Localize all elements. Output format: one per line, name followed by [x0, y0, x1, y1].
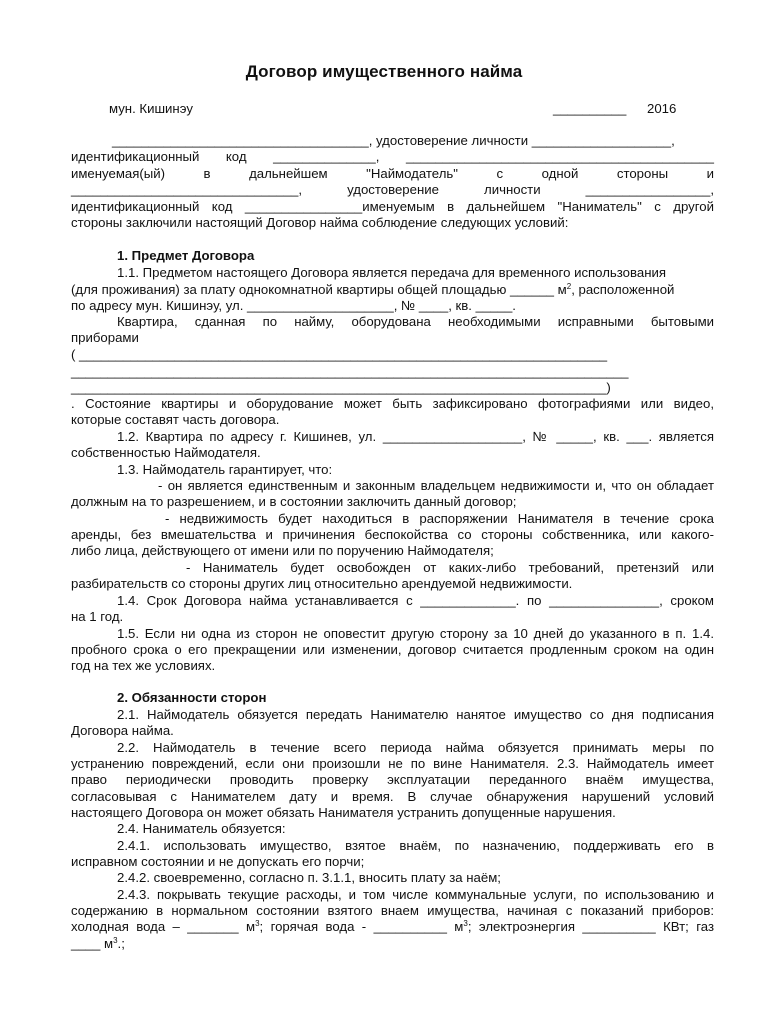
s1-line-16: - недвижимость будет находиться в распоряжении Нанимателя в течение срока [165, 511, 714, 526]
s2-line-12: 2.4.3. покрывать текущие расходы, и том числе коммунальные услуги, по использованию и [117, 887, 714, 902]
s1-line-3: по адресу мун. Кишинэу, ул. ____________________, № ____, кв. _____. [71, 298, 516, 313]
s2-line-2: Договора найма. [71, 723, 174, 738]
s1-line-23: 1.5. Если ни одна из сторон не оповестит другую сторону за 10 дней до указанного в п. 1.4. [117, 626, 714, 641]
s2-line-11: 2.4.2. своевременно, согласно п. 3.1.1, вносить плату за наём; [117, 870, 501, 885]
date-blank: __________ [553, 101, 627, 116]
s1-line-9: . Состояние квартиры и оборудование может быть зафиксировано фотографиями или видео, [71, 396, 714, 411]
s2-line-9: 2.4.1. использовать имущество, взятое внаём, по назначению, поддерживать его в [117, 838, 714, 853]
s1-line-22: на 1 год. [71, 609, 124, 624]
party-line-2: идентификационный код ______________, __________________________________________ [71, 149, 714, 164]
s1-line-13: 1.3. Наймодатель гарантирует, что: [117, 462, 333, 477]
party-line-6: стороны заключили настоящий Договор найма соблюдение следующих условий: [71, 215, 569, 230]
s1-line-1: 1.1. Предметом настоящего Договора является передача для временного использования [117, 265, 666, 280]
section-1-heading: 1. Предмет Договора [117, 248, 255, 263]
s1-line-18: либо лица, действующего от имени или по поручению Наймодателя; [71, 543, 494, 558]
s1-line-25: год на тех же условиях. [71, 658, 216, 673]
s1-line-19: - Наниматель будет освобожден от каких-либо требований, претензий или [186, 560, 714, 575]
s1-line-7: ____________________________________________________________________________ [71, 364, 629, 379]
party-line-3: именуемая(ый) в дальнейшем "Наймодатель" с одной стороны и [71, 166, 714, 181]
s1-line-17: аренды, без вмешательства и причинения беспокойства со стороны собственника, или какого- [71, 527, 714, 542]
s1-line-14: - он является единственным и законным владельцем недвижимости и, что он обладает [158, 478, 714, 493]
s1-line-21: 1.4. Срок Договора найма устанавливается с _____________. по _______________, сроком [117, 593, 714, 608]
s1-line-2: (для проживания) за плату однокомнатной квартиры общей площадью ______ $м^2$, расположенной [71, 282, 675, 297]
document-title: Договор имущественного найма [245, 62, 523, 81]
s1-line-20: разбирательств со стороны других лиц относительно арендуемой недвижимости. [71, 576, 573, 591]
s2-line-14: холодная вода – _______ $м^3$; горячая вода - __________ $м^3$; электроэнергия __________ КВт; газ [71, 919, 714, 934]
year: 2016 [647, 101, 677, 116]
s2-line-1: 2.1. Наймодатель обязуется передать Нанимателю нанятое имущество со дня подписания [117, 707, 714, 722]
s1-line-4: Квартира, сданная по найму, оборудована необходимыми исправными бытовыми [117, 314, 714, 329]
s1-line-10: которые составят часть договора. [71, 412, 280, 427]
party-line-5: идентификационный код ________________именуемым в дальнейшем "Наниматель" с другой [71, 199, 714, 214]
section-2-heading: 2. Обязанности сторон [117, 690, 267, 705]
s2-line-5: право периодически проводить проверку эксплуатации переданного внаём имущества, [71, 772, 714, 787]
s2-line-8: 2.4. Наниматель обязуется: [117, 821, 286, 836]
s2-line-15: ____ $м^3$.; [71, 936, 125, 951]
s1-line-12: собственностью Наймодателя. [71, 445, 261, 460]
s2-line-3: 2.2. Наймодатель в течение всего периода найма обязуется принимать меры по [117, 740, 714, 755]
party-line-1: ___________________________________, удостоверение личности ___________________, [112, 133, 675, 148]
s2-line-7: настоящего Договора он может обязать Нанимателя устранить допущенные нарушения. [71, 805, 616, 820]
s1-line-5: приборами [71, 330, 139, 345]
s1-line-24: пробного срока о его прекращении или изменении, договор считается продленным сроком на один [71, 642, 714, 657]
s1-line-6: ( ________________________________________________________________________ [71, 347, 608, 362]
s2-line-13: содержанию в нормальном состоянии взятого внаем имущества, начиная с показаний приборов: [71, 903, 714, 918]
city: мун. Кишинэу [109, 101, 194, 116]
s2-line-10: исправном состоянии и не допускать его порчи; [71, 854, 365, 869]
s2-line-6: согласовывая с Нанимателем дату и время. В случае обнаружения нарушений условий [71, 789, 714, 804]
s2-line-4: устранению повреждений, если они произошли не по вине Нанимателя. 2.3. Наймодатель имеет [71, 756, 714, 771]
s1-line-15: должным на то разрешением, и в состоянии заключить данный договор; [71, 494, 517, 509]
party-line-4: _______________________________, удостоверение личности _________________, [71, 182, 714, 197]
s1-line-8: _________________________________________________________________________) [71, 380, 611, 395]
s1-line-11: 1.2. Квартира по адресу г. Кишинев, ул. ___________________, № _____, кв. ___. является [117, 429, 714, 444]
